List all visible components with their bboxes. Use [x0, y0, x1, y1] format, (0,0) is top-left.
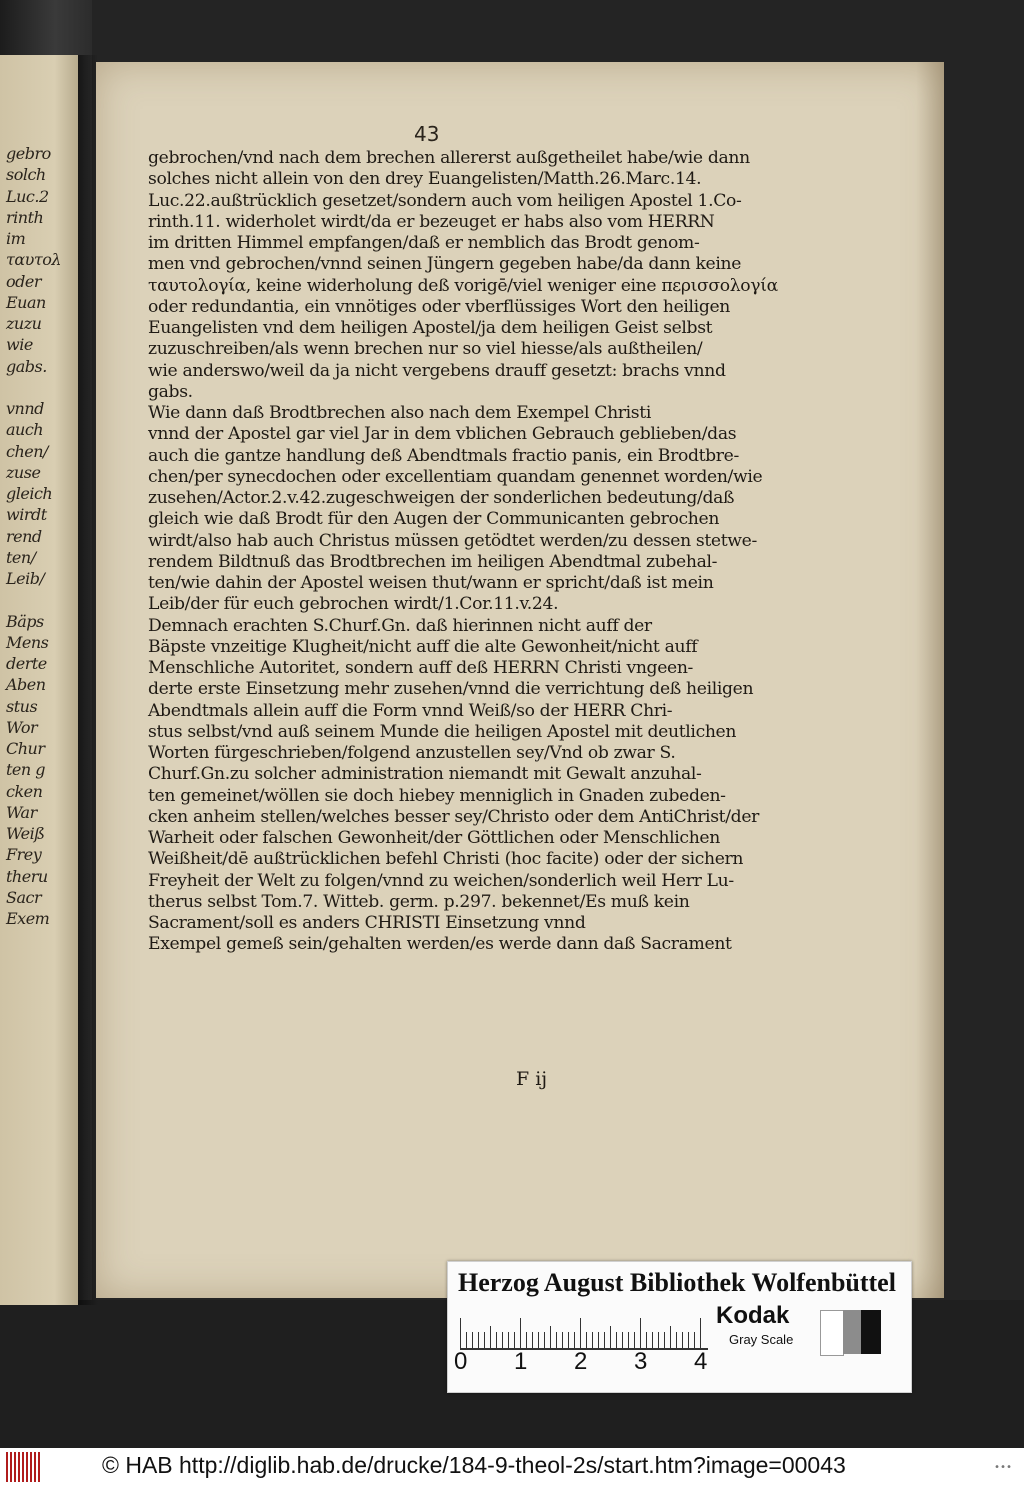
- text-line: zusehen/Actor.2.v.42.zugeschweigen der sonderlichen bedeutung/daß: [148, 488, 735, 508]
- color-reference-chart: [447, 1261, 912, 1393]
- kodak-logo: Kodak: [716, 1302, 790, 1329]
- text-line: Euangelisten vnd dem heiligen Apostel/ja dem heiligen Geist selbst: [148, 318, 713, 338]
- gutter-shadow: [78, 55, 98, 1305]
- left-page-fragment: auch: [6, 420, 44, 440]
- ruler-tick: [676, 1332, 677, 1348]
- left-page-fragment: Exem: [6, 909, 50, 928]
- ruler-tick: [694, 1332, 695, 1348]
- logo-bar: [30, 1452, 32, 1482]
- text-line: wie anderswo/weil da ja nicht vergebens drauff gesetzt: brachs vnnd: [148, 360, 726, 381]
- scale-label: 4: [694, 1348, 708, 1375]
- ruler-tick: [622, 1332, 623, 1348]
- left-page-fragment: Chur: [6, 739, 45, 758]
- ruler-tick: [598, 1332, 599, 1348]
- text-line: rinth.11. widerholet wirdt/da er bezeuget er habs also vom HERRN: [148, 211, 715, 232]
- text-line: derte erste Einsetzung mehr zusehen/vnnd die verrichtung deß heiligen: [148, 679, 754, 700]
- left-page-fragment: ten/: [6, 547, 36, 567]
- page-number: 43: [414, 122, 440, 146]
- text-line: Weißheit/dē außtrücklichen befehl Christi (hoc facite) oder der sichern: [148, 849, 744, 870]
- text-line: Churf.Gn.zu solcher administration niemandt mit Gewalt anzuhal-: [148, 764, 702, 785]
- text-line: im dritten Himmel empfangen/daß er nemblich das Brodt genom-: [148, 233, 700, 253]
- left-page-fragment: gleich: [6, 484, 53, 503]
- text-line: gebrochen/vnd nach dem brechen allererst außgetheilet habe/wie dann: [148, 148, 750, 168]
- left-page-fragment: Leib/: [6, 569, 45, 588]
- ruler-tick: [568, 1332, 569, 1348]
- left-page-fragment: ταυτολ: [6, 250, 62, 270]
- ruler-tick: [514, 1332, 515, 1348]
- left-page-fragment: theru: [6, 866, 48, 886]
- text-line: vnnd der Apostel gar viel Jar in dem vblichen Gebrauch geblieben/das: [148, 424, 737, 445]
- text-line: Menschliche Autoritet, sondern auff deß HERRN Christi vngeen-: [148, 658, 694, 678]
- ruler-tick: [664, 1332, 665, 1348]
- text-line: Worten fürgeschrieben/folgend anzustellen sey/Vnd ob zwar S.: [148, 743, 676, 763]
- ruler-tick: [520, 1318, 521, 1348]
- scale-label: 0: [454, 1348, 468, 1375]
- ruler-tick: [700, 1318, 701, 1348]
- left-page-fragment: rend: [6, 526, 42, 546]
- copyright-url[interactable]: © HAB http://diglib.hab.de/drucke/184-9-theol-2s/start.htm?image=00043: [102, 1452, 846, 1478]
- ruler-tick: [484, 1332, 485, 1348]
- ruler-tick: [682, 1332, 683, 1348]
- text-line: oder redundantia, ein vnnötiges oder vberflüssiges Wort den heiligen: [148, 296, 731, 317]
- text-line: therus selbst Tom.7. Witteb. germ. p.297. bekennet/Es muß kein: [148, 891, 690, 912]
- ruler-tick: [460, 1318, 461, 1348]
- ruler-tick: [532, 1332, 533, 1348]
- logo-bar: [38, 1452, 40, 1482]
- left-page-fragment: derte: [6, 654, 47, 673]
- scale-label: 3: [634, 1348, 648, 1375]
- text-line: zuzuschreiben/als wenn brechen nur so viel hiesse/als außtheilen/: [148, 339, 703, 360]
- left-page-fragment: Euan: [6, 292, 46, 312]
- text-line: Abendtmals allein auff die Form vnnd Weiß/so der HERR Chri-: [148, 700, 673, 721]
- ruler-tick: [556, 1332, 557, 1348]
- left-page-fragment: vnnd: [6, 399, 44, 418]
- ruler-tick: [472, 1332, 473, 1348]
- text-line: ten/wie dahin der Apostel weisen thut/wann er spricht/daß ist mein: [148, 573, 714, 593]
- left-page-fragment: zuse: [6, 462, 41, 482]
- ruler-tick: [688, 1332, 689, 1348]
- scale-labels: [454, 1348, 714, 1378]
- gray-patch-mid: [843, 1310, 861, 1354]
- left-page-fragment: zuzu: [6, 314, 42, 333]
- left-page-fragment: wirdt: [6, 505, 47, 525]
- ruler-tick: [538, 1332, 539, 1348]
- ruler-tick: [586, 1332, 587, 1348]
- left-page-fragment: Frey: [6, 845, 42, 865]
- ruler-tick: [550, 1326, 551, 1348]
- scale-label: 1: [514, 1348, 528, 1375]
- ruler-tick: [580, 1318, 581, 1348]
- ruler-tick: [466, 1332, 467, 1348]
- text-line: gleich wie daß Brodt für den Augen der Communicanten gebrochen: [148, 509, 720, 530]
- text-line: Luc.22.außtrücklich gesetzet/sondern auch vom heiligen Apostel 1.Co-: [148, 190, 742, 211]
- left-page-fragment: War: [6, 802, 37, 822]
- scale-label: 2: [574, 1348, 588, 1375]
- text-line: Sacrament/soll es anders CHRISTI Einsetzung vnnd: [148, 913, 586, 933]
- text-line: men vnd gebrochen/vnnd seinen Jüngern gegeben habe/da dann keine: [148, 254, 742, 275]
- ruler-tick: [652, 1332, 653, 1348]
- book-page: [96, 62, 944, 1298]
- library-name: Herzog August Bibliothek Wolfenbüttel: [458, 1268, 896, 1297]
- left-page-fragment: Mens: [6, 632, 49, 652]
- logo-bar: [34, 1452, 36, 1482]
- left-page-fragment: Weiß: [6, 824, 45, 843]
- ruler-tick: [592, 1332, 593, 1348]
- left-page-fragment: im: [6, 229, 26, 248]
- left-page-fragment: Wor: [6, 717, 38, 737]
- ruler-tick: [490, 1326, 491, 1348]
- left-page-fragment: stus: [6, 696, 38, 716]
- text-line: wirdt/also hab auch Christus müssen getödtet werden/zu dessen stetwe-: [148, 530, 757, 551]
- left-page-fragment: Bäps: [6, 611, 44, 631]
- ruler-tick: [544, 1332, 545, 1348]
- text-line: cken anheim stellen/welches besser sey/Christo oder dem AntiChrist/der: [148, 806, 760, 827]
- ruler-tick: [526, 1332, 527, 1348]
- ruler-tick: [646, 1332, 647, 1348]
- signature-mark: F ij: [516, 1068, 548, 1090]
- ruler-tick: [508, 1332, 509, 1348]
- ruler-tick: [574, 1332, 575, 1348]
- text-line: auch die gantze handlung deß Abendtmals fractio panis, ein Brodtbre-: [148, 445, 739, 466]
- ruler-tick: [478, 1332, 479, 1348]
- left-page-fragment: Sacr: [6, 887, 42, 907]
- scale-ruler: [460, 1318, 708, 1350]
- text-line: Freyheit der Welt zu folgen/vnnd zu weichen/sonderlich weil Herr Lu-: [148, 870, 734, 891]
- hab-logo-icon: [6, 1452, 46, 1482]
- left-page-fragment: solch: [6, 165, 46, 185]
- ruler-tick: [616, 1332, 617, 1348]
- ruler-tick: [634, 1332, 635, 1348]
- logo-bar: [18, 1452, 20, 1482]
- text-line: ταυτολογία, keine widerholung deß vorigē/viel weniger eine περισσολογία: [148, 275, 778, 296]
- text-line: Exempel gemeß sein/gehalten werden/es werde dann daß Sacrament: [148, 934, 732, 955]
- ruler-tick: [604, 1332, 605, 1348]
- ruler-tick: [640, 1318, 641, 1348]
- logo-bar: [22, 1452, 24, 1482]
- text-line: stus selbst/vnd auß seinem Munde die heiligen Apostel mit deutlichen: [148, 721, 737, 742]
- ruler-tick: [628, 1332, 629, 1348]
- ruler-tick: [670, 1326, 671, 1348]
- left-page-fragment: cken: [6, 781, 43, 801]
- text-line: Bäpste vnzeitige Klugheit/nicht auff die alte Gewonheit/nicht auff: [148, 636, 698, 657]
- left-page-fragment: gebro: [6, 144, 51, 163]
- left-page-fragment: oder: [6, 271, 41, 291]
- footer-bar: [0, 1448, 1024, 1486]
- ruler-tick: [562, 1332, 563, 1348]
- page-text-block: [148, 148, 778, 956]
- ruler-tick: [610, 1326, 611, 1348]
- ruler-tick: [502, 1332, 503, 1348]
- logo-bar: [10, 1452, 12, 1482]
- text-line: Leib/der für euch gebrochen wirdt/1.Cor.11.v.24.: [148, 594, 559, 615]
- left-page-fragment: gabs.: [6, 356, 47, 376]
- ruler-tick: [658, 1332, 659, 1348]
- gray-patch-white: [820, 1310, 844, 1356]
- left-page-fragment: rinth: [6, 207, 44, 227]
- text-line: Warheit oder falschen Gewonheit/der Göttlichen oder Menschlichen: [148, 828, 720, 848]
- text-line: Wie dann daß Brodtbrechen also nach dem Exempel Christi: [148, 403, 651, 423]
- text-line: Demnach erachten S.Churf.Gn. daß hierinnen nicht auff der: [148, 615, 652, 636]
- logo-bar: [6, 1452, 8, 1482]
- status-dots-icon: •••: [993, 1462, 1012, 1473]
- gray-scale-label: Gray Scale: [729, 1332, 794, 1347]
- left-facing-page: [0, 55, 78, 1305]
- left-page-fragment: Luc.2: [6, 186, 49, 206]
- left-page-fragment: ten g: [6, 760, 46, 780]
- left-page-fragment: wie: [6, 335, 33, 355]
- left-page-fragment: Aben: [6, 675, 46, 695]
- logo-bar: [14, 1452, 16, 1482]
- text-line: ten gemeinet/wöllen sie doch hiebey menniglich in Gnaden zubeden-: [148, 785, 726, 806]
- text-line: solches nicht allein von den drey Euangelisten/Matth.26.Marc.14.: [148, 169, 702, 190]
- ruler-tick: [496, 1332, 497, 1348]
- text-line: rendem Bildtnuß das Brodtbrechen im heiligen Abendtmal zubehal-: [148, 551, 718, 572]
- text-line: gabs.: [148, 381, 193, 402]
- left-page-fragment: chen/: [6, 441, 48, 461]
- gray-patch-black: [861, 1310, 881, 1354]
- logo-bar: [26, 1452, 28, 1482]
- text-line: chen/per synecdochen oder excellentiam quandam genennet worden/wie: [148, 466, 763, 487]
